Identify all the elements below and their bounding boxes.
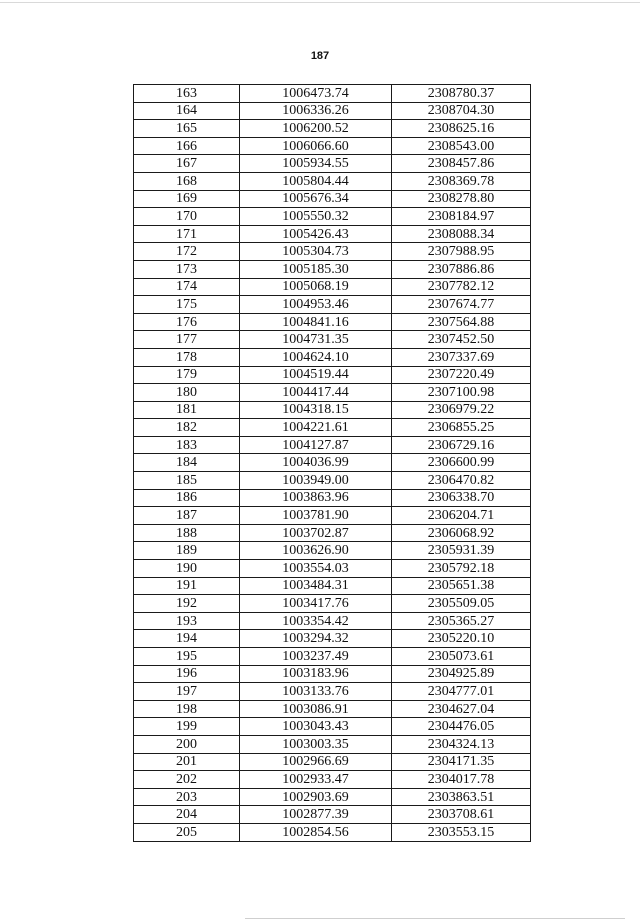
table-row (134, 366, 531, 384)
x-coordinate-cell: 1004624.10 (240, 348, 392, 366)
point-number-cell: 171 (134, 225, 240, 243)
point-number-cell: 187 (134, 507, 240, 525)
point-number-cell: 163 (134, 85, 240, 103)
point-number-cell: 178 (134, 348, 240, 366)
point-number-cell: 172 (134, 243, 240, 261)
x-coordinate-cell: 1005426.43 (240, 225, 392, 243)
table-row (134, 771, 531, 789)
table-row (134, 542, 531, 560)
table-row (134, 296, 531, 314)
x-coordinate-cell: 1003043.43 (240, 718, 392, 736)
point-number-cell: 204 (134, 806, 240, 824)
y-coordinate-cell: 2306729.16 (392, 436, 531, 454)
table-row (134, 436, 531, 454)
x-coordinate-cell: 1003237.49 (240, 648, 392, 666)
table-row (134, 137, 531, 155)
table-row (134, 331, 531, 349)
x-coordinate-cell: 1006066.60 (240, 137, 392, 155)
x-coordinate-cell: 1003354.42 (240, 612, 392, 630)
point-number-cell: 192 (134, 595, 240, 613)
table-row (134, 278, 531, 296)
coordinate-table-body (134, 85, 531, 842)
y-coordinate-cell: 2304171.35 (392, 753, 531, 771)
x-coordinate-cell: 1003086.91 (240, 700, 392, 718)
y-coordinate-cell: 2308625.16 (392, 120, 531, 138)
y-coordinate-cell: 2307988.95 (392, 243, 531, 261)
x-coordinate-cell: 1003949.00 (240, 472, 392, 490)
table-row (134, 718, 531, 736)
y-coordinate-cell: 2303553.15 (392, 823, 531, 841)
point-number-cell: 186 (134, 489, 240, 507)
x-coordinate-cell: 1002966.69 (240, 753, 392, 771)
point-number-cell: 167 (134, 155, 240, 173)
x-coordinate-cell: 1005934.55 (240, 155, 392, 173)
x-coordinate-cell: 1003183.96 (240, 665, 392, 683)
x-coordinate-cell: 1003781.90 (240, 507, 392, 525)
table-row (134, 612, 531, 630)
x-coordinate-cell: 1005304.73 (240, 243, 392, 261)
y-coordinate-cell: 2306855.25 (392, 419, 531, 437)
x-coordinate-cell: 1005550.32 (240, 208, 392, 226)
table-row (134, 454, 531, 472)
x-coordinate-cell: 1003294.32 (240, 630, 392, 648)
x-coordinate-cell: 1003863.96 (240, 489, 392, 507)
y-coordinate-cell: 2305509.05 (392, 595, 531, 613)
point-number-cell: 195 (134, 648, 240, 666)
point-number-cell: 200 (134, 735, 240, 753)
y-coordinate-cell: 2308369.78 (392, 172, 531, 190)
table-row (134, 384, 531, 402)
y-coordinate-cell: 2304925.89 (392, 665, 531, 683)
point-number-cell: 190 (134, 560, 240, 578)
table-row (134, 348, 531, 366)
point-number-cell: 188 (134, 524, 240, 542)
y-coordinate-cell: 2308088.34 (392, 225, 531, 243)
table-row (134, 472, 531, 490)
point-number-cell: 197 (134, 683, 240, 701)
x-coordinate-cell: 1006336.26 (240, 102, 392, 120)
table-row (134, 753, 531, 771)
point-number-cell: 199 (134, 718, 240, 736)
x-coordinate-cell: 1006200.52 (240, 120, 392, 138)
coordinate-table (133, 84, 531, 842)
x-coordinate-cell: 1003417.76 (240, 595, 392, 613)
point-number-cell: 174 (134, 278, 240, 296)
table-row (134, 806, 531, 824)
y-coordinate-cell: 2304324.13 (392, 735, 531, 753)
x-coordinate-cell: 1004318.15 (240, 401, 392, 419)
table-row (134, 683, 531, 701)
point-number-cell: 194 (134, 630, 240, 648)
table-row (134, 700, 531, 718)
y-coordinate-cell: 2308543.00 (392, 137, 531, 155)
table-row (134, 172, 531, 190)
point-number-cell: 184 (134, 454, 240, 472)
x-coordinate-cell: 1004519.44 (240, 366, 392, 384)
point-number-cell: 191 (134, 577, 240, 595)
table-row (134, 648, 531, 666)
y-coordinate-cell: 2304777.01 (392, 683, 531, 701)
y-coordinate-cell: 2303863.51 (392, 788, 531, 806)
table-row (134, 630, 531, 648)
point-number-cell: 189 (134, 542, 240, 560)
point-number-cell: 168 (134, 172, 240, 190)
y-coordinate-cell: 2307564.88 (392, 313, 531, 331)
y-coordinate-cell: 2306600.99 (392, 454, 531, 472)
y-coordinate-cell: 2307674.77 (392, 296, 531, 314)
point-number-cell: 169 (134, 190, 240, 208)
table-row (134, 577, 531, 595)
table-row (134, 419, 531, 437)
y-coordinate-cell: 2305073.61 (392, 648, 531, 666)
y-coordinate-cell: 2306068.92 (392, 524, 531, 542)
y-coordinate-cell: 2306204.71 (392, 507, 531, 525)
y-coordinate-cell: 2308780.37 (392, 85, 531, 103)
table-row (134, 120, 531, 138)
table-row (134, 524, 531, 542)
x-coordinate-cell: 1004953.46 (240, 296, 392, 314)
point-number-cell: 183 (134, 436, 240, 454)
point-number-cell: 193 (134, 612, 240, 630)
point-number-cell: 170 (134, 208, 240, 226)
point-number-cell: 173 (134, 260, 240, 278)
table-row (134, 260, 531, 278)
x-coordinate-cell: 1005185.30 (240, 260, 392, 278)
x-coordinate-cell: 1002933.47 (240, 771, 392, 789)
x-coordinate-cell: 1003133.76 (240, 683, 392, 701)
page-number: 187 (310, 50, 330, 62)
y-coordinate-cell: 2307220.49 (392, 366, 531, 384)
point-number-cell: 205 (134, 823, 240, 841)
y-coordinate-cell: 2305651.38 (392, 577, 531, 595)
point-number-cell: 202 (134, 771, 240, 789)
point-number-cell: 182 (134, 419, 240, 437)
x-coordinate-cell: 1004417.44 (240, 384, 392, 402)
x-coordinate-cell: 1004841.16 (240, 313, 392, 331)
y-coordinate-cell: 2304017.78 (392, 771, 531, 789)
point-number-cell: 201 (134, 753, 240, 771)
table-row (134, 102, 531, 120)
y-coordinate-cell: 2306979.22 (392, 401, 531, 419)
y-coordinate-cell: 2305931.39 (392, 542, 531, 560)
table-row (134, 243, 531, 261)
x-coordinate-cell: 1002877.39 (240, 806, 392, 824)
table-row (134, 595, 531, 613)
point-number-cell: 179 (134, 366, 240, 384)
y-coordinate-cell: 2307452.50 (392, 331, 531, 349)
x-coordinate-cell: 1004221.61 (240, 419, 392, 437)
point-number-cell: 175 (134, 296, 240, 314)
y-coordinate-cell: 2304476.05 (392, 718, 531, 736)
x-coordinate-cell: 1004127.87 (240, 436, 392, 454)
table-row (134, 155, 531, 173)
table-row (134, 489, 531, 507)
y-coordinate-cell: 2305220.10 (392, 630, 531, 648)
x-coordinate-cell: 1004036.99 (240, 454, 392, 472)
y-coordinate-cell: 2304627.04 (392, 700, 531, 718)
point-number-cell: 185 (134, 472, 240, 490)
table-row (134, 190, 531, 208)
point-number-cell: 180 (134, 384, 240, 402)
table-row (134, 665, 531, 683)
x-coordinate-cell: 1002854.56 (240, 823, 392, 841)
x-coordinate-cell: 1004731.35 (240, 331, 392, 349)
point-number-cell: 177 (134, 331, 240, 349)
y-coordinate-cell: 2303708.61 (392, 806, 531, 824)
y-coordinate-cell: 2307100.98 (392, 384, 531, 402)
y-coordinate-cell: 2307337.69 (392, 348, 531, 366)
y-coordinate-cell: 2308457.86 (392, 155, 531, 173)
x-coordinate-cell: 1003003.35 (240, 735, 392, 753)
x-coordinate-cell: 1002903.69 (240, 788, 392, 806)
y-coordinate-cell: 2308704.30 (392, 102, 531, 120)
scan-edge-bottom (245, 918, 625, 919)
point-number-cell: 181 (134, 401, 240, 419)
table-row (134, 225, 531, 243)
y-coordinate-cell: 2307782.12 (392, 278, 531, 296)
point-number-cell: 196 (134, 665, 240, 683)
scan-edge-top (0, 2, 640, 3)
x-coordinate-cell: 1003626.90 (240, 542, 392, 560)
table-row (134, 735, 531, 753)
y-coordinate-cell: 2306470.82 (392, 472, 531, 490)
x-coordinate-cell: 1003554.03 (240, 560, 392, 578)
point-number-cell: 198 (134, 700, 240, 718)
x-coordinate-cell: 1005676.34 (240, 190, 392, 208)
table-row (134, 313, 531, 331)
table-row (134, 560, 531, 578)
y-coordinate-cell: 2308278.80 (392, 190, 531, 208)
point-number-cell: 166 (134, 137, 240, 155)
y-coordinate-cell: 2305792.18 (392, 560, 531, 578)
x-coordinate-cell: 1005804.44 (240, 172, 392, 190)
table-row (134, 208, 531, 226)
y-coordinate-cell: 2307886.86 (392, 260, 531, 278)
table-row (134, 507, 531, 525)
table-row (134, 401, 531, 419)
point-number-cell: 164 (134, 102, 240, 120)
table-row (134, 823, 531, 841)
point-number-cell: 203 (134, 788, 240, 806)
y-coordinate-cell: 2305365.27 (392, 612, 531, 630)
point-number-cell: 165 (134, 120, 240, 138)
table-row (134, 85, 531, 103)
point-number-cell: 176 (134, 313, 240, 331)
x-coordinate-cell: 1003484.31 (240, 577, 392, 595)
x-coordinate-cell: 1006473.74 (240, 85, 392, 103)
x-coordinate-cell: 1003702.87 (240, 524, 392, 542)
y-coordinate-cell: 2308184.97 (392, 208, 531, 226)
x-coordinate-cell: 1005068.19 (240, 278, 392, 296)
y-coordinate-cell: 2306338.70 (392, 489, 531, 507)
table-row (134, 788, 531, 806)
